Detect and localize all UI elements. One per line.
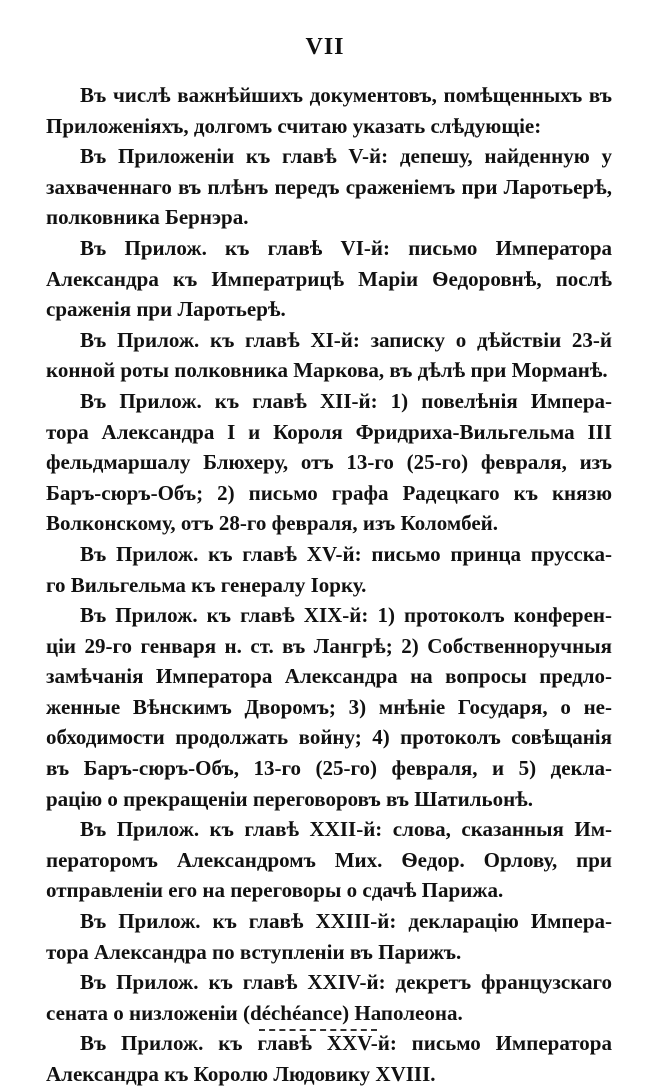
paragraph [46, 233, 612, 325]
body-text [46, 80, 612, 1090]
text-line: Въ Прилож. къ главѣ XXII-й: слова, сказанныя Им- [80, 817, 612, 842]
text-line: Въ числѣ важнѣйшихъ документовъ, помѣщенныхъ въ [80, 83, 612, 107]
paragraph [46, 141, 612, 233]
text-line: тора Александра I и Короля Фридриха-Вильгельма III [46, 419, 612, 444]
text-line: Въ Прилож. къ главѣ VI-й: письмо Императора [80, 235, 612, 260]
text-line: Въ Прилож. къ главѣ XXIV-й: декретъ французскаго [80, 970, 612, 995]
paragraph [46, 325, 612, 386]
text-line: Въ Прилож. къ главѣ XI-й: записку о дѣйствіи 23-й [80, 327, 612, 352]
text-line: въ Баръ-сюръ-Объ, 13-го (25-го) февраля, и 5) декла- [46, 756, 612, 781]
paragraph [46, 80, 612, 141]
text-line: Въ Прилож. къ главѣ XII-й: 1) повелѣнія Импера- [80, 388, 612, 413]
text-line: Баръ-сюръ-Объ; 2) письмо графа Радецкаго къ князю [46, 480, 612, 505]
text-line: Въ Прилож. къ главѣ XIX-й: 1) протоколъ конферен- [80, 603, 612, 628]
page-number: VII [305, 34, 345, 60]
text-line: сената о низложеніи (déchéance) Наполеона. [46, 1000, 463, 1025]
text-line: сраженія при Ларотьерѣ. [46, 297, 286, 322]
text-line: Въ Прилож. къ главѣ XV-й: письмо принца прусска- [80, 541, 612, 566]
end-separator [259, 1029, 377, 1031]
text-line: Александра къ Императрицѣ Маріи Ѳедоровнѣ, послѣ [46, 266, 612, 291]
paragraph [46, 539, 612, 600]
text-line: го Вильгельма къ генералу Іорку. [46, 572, 367, 597]
text-line: Въ Приложеніи къ главѣ V-й: депешу, найденную у [80, 144, 612, 169]
text-line: ператоромъ Александромъ Мих. Ѳедор. Орлову, при [46, 847, 612, 872]
text-line: захваченнаго въ плѣнъ передъ сраженіемъ при Ларотьерѣ, [46, 174, 612, 199]
text-line: Въ Прилож. къ главѣ XXIII-й: декларацію Импера- [80, 909, 612, 934]
paragraph [46, 967, 612, 1028]
text-line: Приложеніяхъ, долгомъ считаю указать слѣдующіе: [46, 113, 542, 138]
paragraph [46, 600, 612, 814]
paragraph [46, 814, 612, 906]
text-line: полковника Бернэра. [46, 205, 249, 230]
text-line: конной роты полковника Маркова, въ дѣлѣ при Морманѣ. [46, 358, 608, 383]
text-line: ціи 29-го генваря н. ст. въ Лангрѣ; 2) Собственноручныя [46, 633, 612, 658]
text-line: фельдмаршалу Блюхеру, отъ 13-го (25-го) февраля, изъ [46, 450, 612, 475]
text-line: женные Вѣнскимъ Дворомъ; 3) мнѣніе Государя, о не- [46, 694, 612, 719]
text-line: рацію о прекращеніи переговоровъ въ Шатильонѣ. [46, 786, 534, 811]
text-line: тора Александра по вступленіи въ Парижъ. [46, 939, 462, 964]
text-line: обходимости продолжать войну; 4) протоколъ совѣщанія [46, 725, 612, 750]
text-line: Въ Прилож. къ главѣ XXV-й: письмо Императора [80, 1031, 612, 1056]
text-line: Волконскому, отъ 28-го февраля, изъ Коломбей. [46, 511, 499, 536]
paragraph [46, 1028, 612, 1089]
text-line: замѣчанія Императора Александра на вопросы предло- [46, 664, 612, 689]
text-line: Александра къ Королю Людовику XVIII. [46, 1062, 436, 1086]
paragraph [46, 386, 612, 539]
paragraph [46, 906, 612, 967]
text-line: отправленіи его на переговоры о сдачѣ Парижа. [46, 878, 504, 903]
